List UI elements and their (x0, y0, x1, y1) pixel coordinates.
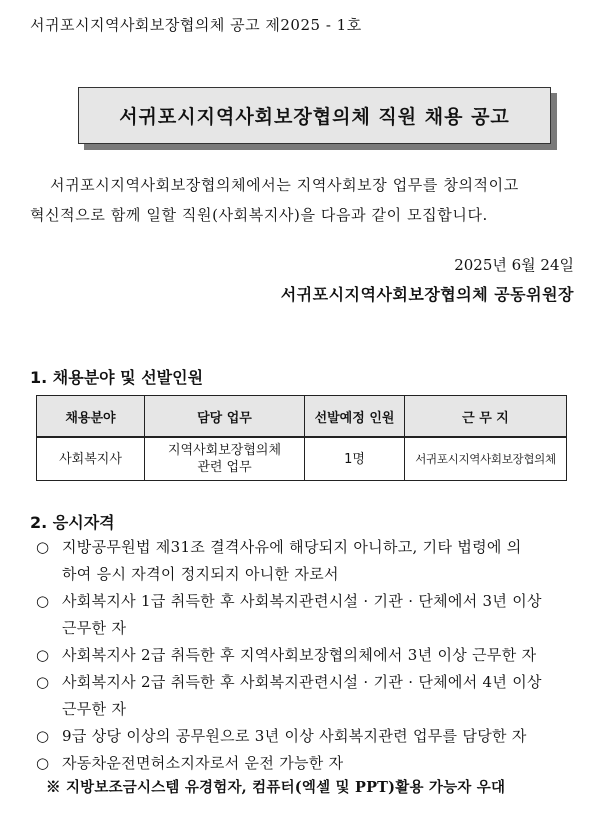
item-line-1: 사회복지사 1급 취득한 후 사회복지관련시설 · 기관 · 단체에서 3년 이상 (62, 592, 542, 610)
intro-line-2: 혁신적으로 함께 일할 직원(사회복지사)을 다음과 같이 모집합니다. (30, 206, 488, 224)
item-line-2: 근무한 자 (62, 619, 127, 637)
list-item (36, 588, 581, 642)
header-field: 채용분야 (37, 396, 145, 438)
circle-bullet-icon: ○ (36, 754, 50, 772)
circle-bullet-icon: ○ (36, 538, 50, 556)
item-line-1: 9급 상당 이상의 공무원으로 3년 이상 사회복지관련 업무를 담당한 자 (62, 727, 527, 745)
issuer: 서귀포시지역사회보장협의체 공동위원장 (280, 285, 574, 304)
cell-place: 서귀포시지역사회보장협의체 (405, 437, 567, 481)
notice-number: 서귀포시지역사회보장협의체 공고 제2025 - 1호 (30, 16, 362, 34)
page-title: 서귀포시지역사회보장협의체 직원 채용 공고 (78, 87, 551, 144)
list-item (36, 642, 581, 669)
list-item (36, 534, 581, 588)
item-line-2: 근무한 자 (62, 700, 127, 718)
item-line-1: 지방공무원법 제31조 결격사유에 해당되지 아니하고, 기타 법령에 의 (62, 538, 522, 556)
header-count: 선발예정 인원 (305, 396, 405, 438)
item-line-1: 자동차운전면허소지자로서 운전 가능한 자 (62, 754, 344, 772)
item-line-1: 사회복지사 2급 취득한 후 사회복지관련시설 · 기관 · 단체에서 4년 이상 (62, 673, 542, 691)
section-2-title: 2. 응시자격 (30, 513, 115, 532)
list-item (36, 750, 581, 777)
preference-note: ※ 지방보조금시스템 유경험자, 컴퓨터(엑셀 및 PPT)활용 가능자 우대 (46, 779, 506, 796)
notice-date: 2025년 6월 24일 (454, 256, 574, 274)
header-duty: 담당 업무 (145, 396, 305, 438)
list-item (36, 669, 581, 723)
circle-bullet-icon: ○ (36, 646, 50, 664)
intro-paragraph (30, 170, 580, 230)
duty-line-2: 관련 업무 (197, 460, 252, 475)
cell-duty (145, 437, 305, 481)
item-line-1: 사회복지사 2급 취득한 후 지역사회보장협의체에서 3년 이상 근무한 자 (62, 646, 537, 664)
duty-line-1: 지역사회보장협의체 (167, 443, 282, 458)
table-row (37, 437, 567, 481)
recruitment-table (36, 395, 567, 481)
intro-line-1: 서귀포시지역사회보장협의체에서는 지역사회보장 업무를 창의적이고 (50, 176, 519, 194)
qualification-list (36, 534, 581, 777)
cell-count: 1명 (305, 437, 405, 481)
header-place: 근 무 지 (405, 396, 567, 438)
section-1-title: 1. 채용분야 및 선발인원 (30, 368, 204, 387)
circle-bullet-icon: ○ (36, 592, 50, 610)
table-header-row (37, 396, 567, 438)
circle-bullet-icon: ○ (36, 727, 50, 745)
list-item (36, 723, 581, 750)
cell-field: 사회복지사 (37, 437, 145, 481)
circle-bullet-icon: ○ (36, 673, 50, 691)
item-line-2: 하여 응시 자격이 정지되지 아니한 자로서 (62, 565, 339, 583)
